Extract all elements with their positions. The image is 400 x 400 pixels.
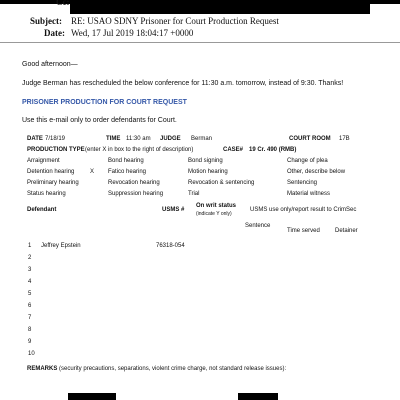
case-field-value: 19 Cr. 490 (RMB) (249, 147, 297, 153)
table-row (28, 267, 31, 273)
case-field-label: CASE# (223, 147, 244, 153)
row-num: 10 (28, 351, 35, 357)
type-preliminary-hearing: Preliminary hearing (27, 180, 79, 186)
row-num: 2 (28, 255, 32, 261)
remarks (27, 366, 286, 372)
col-sentence: Sentence (245, 223, 271, 229)
table-row (28, 303, 31, 309)
remarks-label: REMARKS (27, 366, 58, 372)
subject-value: RE: USAO SDNY Prisoner for Court Production Request (71, 16, 279, 26)
row-num: 4 (28, 279, 32, 285)
row-num: 8 (28, 327, 32, 333)
redacted-cc (70, 0, 370, 14)
remarks-note: (security precautions, separations, violent crime charge, not standard release issues): (59, 366, 287, 372)
type-motion-hearing: Motion hearing (188, 169, 228, 175)
production-type-note: (enter X in box to the right of description) (85, 147, 194, 153)
judge-field-value: Berman (191, 136, 213, 142)
courtroom-field-label: COURT ROOM (289, 136, 331, 142)
subject-label: Subject: (30, 16, 62, 26)
type-trial: Trial (188, 191, 200, 197)
judge-field-label: JUDGE (160, 136, 181, 142)
type-revocation-sentencing: Revocation & sentencing (188, 180, 255, 186)
table-row (28, 351, 35, 357)
col-usms: USMS # (162, 207, 185, 213)
col-usms-only: USMS use only/report result to CrimSec (250, 207, 357, 213)
instruction-text: Use this e-mail only to order defendants for Court. (22, 117, 177, 124)
row-num: 3 (28, 267, 32, 273)
date-field-label: DATE (27, 136, 43, 142)
section-title: PRISONER PRODUCTION FOR COURT REQUEST (22, 99, 187, 106)
greeting: Good afternoon— (22, 61, 78, 68)
row-num: 5 (28, 291, 32, 297)
type-change-of-plea: Change of plea (287, 158, 328, 164)
table-row (28, 315, 31, 321)
row-usms: 76318-054 (156, 243, 185, 249)
col-writ-status: On writ status (196, 203, 237, 209)
type-sentencing: Sentencing (287, 180, 318, 186)
date-field-value: 7/18/19 (45, 136, 66, 142)
type-bond-signing: Bond signing (188, 158, 223, 164)
type-other: Other, describe below (287, 169, 346, 175)
message-text: Judge Berman has rescheduled the below conference for 11:30 a.m. tomorrow, instead of 9:30. Thanks! (22, 80, 344, 87)
courtroom-field-value: 17B (339, 136, 350, 142)
type-bond-hearing: Bond hearing (108, 158, 144, 164)
type-status-hearing: Status hearing (27, 191, 66, 197)
redacted-bottom-right (238, 393, 278, 400)
table-row (28, 243, 31, 249)
table-row (28, 327, 31, 333)
col-detainer: Detainer (335, 228, 358, 234)
row-num: 6 (28, 303, 32, 309)
table-row (28, 291, 31, 297)
redacted-bottom-left (68, 393, 116, 400)
cc-label: Cc: (56, 0, 70, 7)
date-label: Date: (44, 28, 65, 38)
type-fatico-hearing: Fatico hearing (108, 169, 147, 175)
row-num: 7 (28, 315, 32, 321)
col-time-served: Time served (287, 228, 320, 234)
table-row (28, 339, 31, 345)
type-suppression-hearing: Suppression hearing (108, 191, 164, 197)
row-defendant: Jeffrey Epstein (41, 243, 81, 249)
col-writ-note: (indicate Y only) (196, 211, 232, 217)
production-type-label: PRODUCTION TYPE (27, 147, 85, 153)
table-row (28, 255, 31, 261)
detention-hearing-mark: X (90, 169, 95, 175)
time-field-label: TIME (106, 136, 121, 142)
type-material-witness: Material witness (287, 191, 331, 197)
time-field-value: 11:30 am (126, 136, 151, 142)
table-row (28, 279, 31, 285)
type-revocation-hearing: Revocation hearing (108, 180, 160, 186)
col-defendant: Defendant (27, 207, 57, 213)
header-divider (0, 42, 400, 43)
type-arraignment: Arraignment (27, 158, 60, 164)
date-value: Wed, 17 Jul 2019 18:04:17 +0000 (71, 28, 194, 38)
row-num: 1 (28, 243, 32, 249)
row-num: 9 (28, 339, 32, 345)
type-detention-hearing: Detention hearing (27, 169, 75, 175)
